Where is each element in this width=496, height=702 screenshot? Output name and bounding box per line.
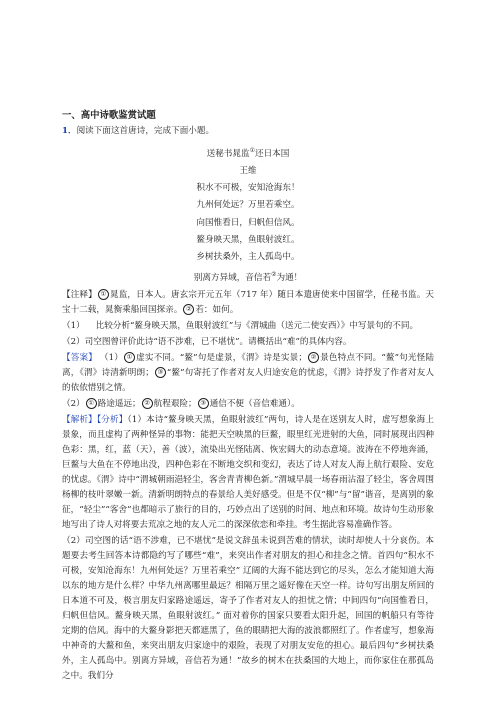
question-intro (62, 124, 434, 139)
answer-point-number: ③ (198, 398, 209, 409)
answer-part-2 (62, 397, 434, 412)
poem (62, 142, 434, 287)
poem-line: 鳌身映天黑，鱼眼射波红。 (196, 234, 300, 245)
answer-label: （2） (62, 399, 85, 410)
analysis-part-1 (62, 413, 434, 533)
answer-label: （1） (99, 353, 123, 364)
analysis-part-2 (62, 534, 434, 684)
answer-point-number: ① (124, 352, 135, 363)
note-text: 若：如何。 (195, 305, 239, 316)
answer-part-1 (62, 351, 434, 396)
poem-title (62, 142, 434, 163)
poem-last-line-note: ② (271, 271, 277, 279)
answer-point-text: 景色特点不同。“鳌”句光怪陆离，《渭》诗清新明朗； (62, 353, 434, 379)
poem-title-text-2: 还日本国 (254, 148, 290, 159)
answer-tag: 【答案】 (62, 353, 97, 364)
question-number: 1． (62, 126, 77, 136)
poem-last-line (62, 266, 434, 287)
poem-title-note: ① (249, 147, 255, 154)
sub-question-text: 比较分析“鳌身映天黑，鱼眼射波红”与《渭城曲（送元二使安西）》中写景句的不同。 (95, 321, 419, 332)
analysis-text: （2）司空图的话“语不涉难，已不堪忧”是说文辞虽未说到苦难的情状，读时却使人十分哀伤。本题要去考生回答本诗都隐约写了哪些“难”，来突出作者对朋友的担心和挂念之情。首四句“积水不可极，安知沧海东！九州何处远？万里若乘空” 辽阔的大海不能达到它的尽头，怎么才能知道大海以东的地方是什么样？中华九州离哪里最远？相隔万里之遥好像在天空一样。诗句写出朋友所回的日本道不可及，极言朋友归家路途遥远，寄予了作者对友人的担忧之情；中间四句“向国惟看日，归帆但信风。鳌身映天黑，鱼眼射波红。” 面对着你的国家只要看太阳升起，回国的帆船只有等待定期的信风。海中的大鳌身影把天都遮黑了，鱼的眼睛把大海的波浪都照红了。作者虚写，想象海中神奇的大鳌和鱼，来突出朋友归家途中的艰险，表现了对朋友安危的担心。最后四句“乡树扶桑外，主人孤岛中。别离方异域，音信若为通！”故乡的树木在扶桑国的大地上，而你家住在那孤岛之中。我们分 (62, 536, 434, 682)
sub-question-label: （2） (62, 337, 85, 348)
answer-point-number: ③ (155, 367, 166, 378)
note-number: ① (98, 289, 109, 300)
section-title: 一、高中诗歌鉴赏试题 (62, 110, 156, 121)
notes-tag: 【注释】 (62, 290, 97, 301)
sub-question (62, 335, 434, 350)
poem-line: 九州何处远？万里若乘空。 (196, 200, 300, 211)
poem-line: 乡树扶桑外，主人孤岛中。 (196, 252, 300, 263)
poem-line: 向国惟看日，归帆但信风。 (196, 217, 300, 228)
poem-title-text: 送秘书晁监 (206, 148, 250, 159)
poem-last-line-text: 别离方异域，音信若 (193, 273, 272, 284)
note-number: ② (183, 304, 194, 315)
note-text: 晁监，日本人。唐玄宗开元五年（717 年）随日本遣唐使来中国留学，任秘书监。天宝十二载，晁衡乘船回国探亲。 (62, 290, 434, 316)
poem-author: 王维 (239, 166, 257, 177)
analysis-tag: 【解析】 (62, 415, 97, 426)
answer-point-text: 路途遥远； (97, 399, 141, 410)
answer-point-text: 虚实不同。“鳌”句是虚景，《渭》诗是实景； (136, 353, 307, 364)
answer-point-text: “鳌”句寄托了作者对友人归途安危的忧虑，《渭》诗抒发了作者对友人的依依惜别之情。 (62, 368, 434, 394)
sub-question-label: （1） (62, 321, 85, 332)
answer-point-text: 通信不便（音信难通）。 (209, 399, 300, 410)
question-instruction: 阅读下面这首唐诗，完成下面小题。 (76, 126, 215, 136)
poem-line: 积水不可极，安知沧海东！ (196, 183, 300, 194)
sub-question-text: 司空图曾评价此诗“语不涉难，已不堪忧”。请概括出“难”的具体内容。 (84, 337, 352, 348)
sub-question (62, 319, 434, 334)
analysis-subtag: 【分析】 (96, 415, 128, 426)
document-body (62, 108, 434, 684)
answer-point-text: 航程艰险； (153, 399, 197, 410)
answer-point-number: ② (308, 352, 319, 363)
notes (62, 288, 434, 318)
answer-point-number: ① (86, 398, 97, 409)
answer-point-number: ② (142, 398, 153, 409)
analysis-text: （1）本诗“鳌身映天黑，鱼眼射波红”两句，诗人是在送别友人时，虚写想象海上景象，而且虚构了两种怪异的事物：能把天空映黑的巨鳌，眼里红光进射的大鱼，同时展现出四种色彩：黑，红，蓝（天），善（波），流染出光怪陆离、恢宏阔大的动态意境。波涛在不停地奔涌，巨鳌与大鱼在不停地出没，四种色彩在不断地交织和变幻，表达了诗人对友人海上航行艰险、安危的忧虑。《渭》诗中“渭城朝雨浥轻尘，客舍青青柳色新。”渭城早晨一场春雨沾湿了轻尘，客舍周围杨柳的枝叶翠嫩一新。清新明朗特点的春景给人美好感受。但是不仅“柳”与“留”谐音，是离别的象征，“轻尘”“客舍”也都暗示了旅行的目的，巧妙点出了送别的时间、地点和环境。故诗句生动形象地写出了诗人对将要去荒凉之地的友人元二的深深依恋和牵挂。考生据此容易准确作答。 (62, 415, 434, 531)
poem-last-line-text-2: 为通！ (276, 273, 303, 284)
